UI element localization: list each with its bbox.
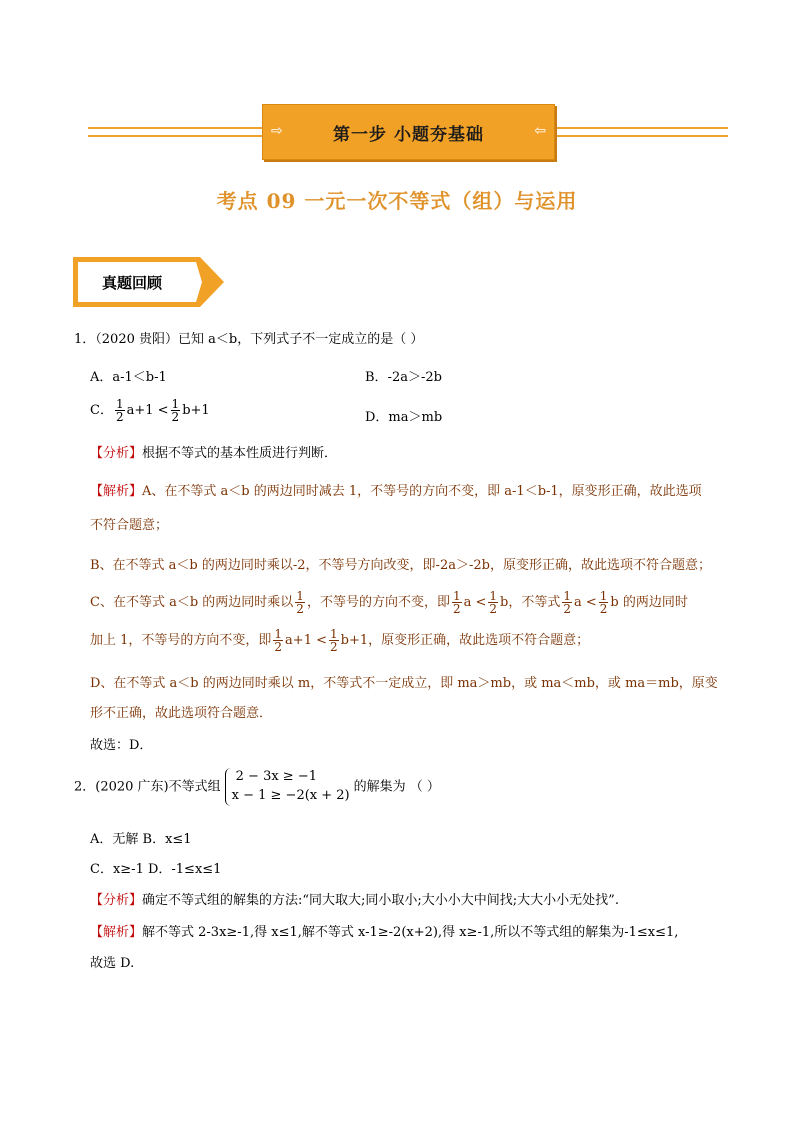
page-subtitle: 考点 09 一元一次不等式（组）与运用 (216, 189, 578, 213)
right-arrow-icon: ⇨ (271, 123, 283, 139)
q1-option-c: C． $\frac{1}{2}$ a+1 < $\frac{1}{2}$ b+1 (90, 397, 210, 424)
q1-solution-c1: C、在不等式 a＜b 的两边同时乘以 $\frac{1}{2}$ ，不等号的方向不变，即 $\frac{1}{2}$ a < $\frac{1}{2}$ b，不等式 $\frac{1}{2}$ a < $\frac{1}{2}$ b 的两边同时 (90, 589, 688, 616)
q1-solution-a: 【解析】A、在不等式 a＜b 的两边同时减去 1，不等号的方向不变，即 a-1＜b-1，原变形正确，故此选项 (90, 484, 702, 499)
q1-option-d: D．ma＞mb (365, 410, 443, 425)
q2-stem: 2．(2020 广东)不等式组 2 − 3x ≥ −1 x − 1 ≥ −2(x + 2) 的解集为 （ ） (74, 768, 440, 806)
q1-solution-b: B、在不等式 a＜b 的两边同时乘以-2，不等号方向改变，即-2a＞-2b，原变形正确，故此选项不符合题意； (90, 558, 711, 573)
step-banner (262, 104, 555, 160)
q1-option-a: A．a-1＜b-1 (90, 370, 167, 385)
left-arrow-icon: ⇦ (534, 123, 546, 139)
q1-answer: 故选：D． (90, 738, 153, 753)
q2-options-cd: C．x≥-1 D．-1≤x≤1 (90, 862, 222, 877)
q1-option-b: B．-2a＞-2b (365, 370, 442, 385)
q1-stem: 1．（2020 贵阳）已知 a＜b，下列式子不一定成立的是（ ） (74, 332, 424, 347)
step-title: 第一步 小题夯基础 (333, 125, 484, 145)
q1-solution-a2: 不符合题意； (90, 518, 169, 533)
q2-analysis: 【分析】确定不等式组的解集的方法:“同大取大;同小取小;大小小大中间找;大大小小无处找”. (90, 893, 619, 908)
q2-answer: 故选 D. (90, 956, 135, 971)
q1-solution-c2: 加上 1，不等号的方向不变，即 $\frac{1}{2}$ a+1 < $\frac{1}{2}$ b+1，原变形正确，故此选项不符合题意； (90, 627, 590, 654)
q2-options-ab: A．无解 B．x≤1 (90, 832, 192, 847)
q1-solution-d1: D、在不等式 a＜b 的两边同时乘以 m，不等式不一定成立，即 ma＞mb，或 ma＜mb，或 ma＝mb，原变 (90, 676, 718, 691)
inequality-system: 2 − 3x ≥ −1 x − 1 ≥ −2(x + 2) (225, 768, 350, 806)
section-tag (72, 256, 226, 308)
section-tag-label: 真题回顾 (102, 274, 163, 292)
q1-solution-d2: 形不正确，故此选项符合题意． (90, 706, 273, 721)
q1-analysis: 【分析】根据不等式的基本性质进行判断． (90, 446, 338, 461)
q2-solution: 【解析】解不等式 2-3x≥-1,得 x≤1,解不等式 x-1≥-2(x+2),得 x≥-1,所以不等式组的解集为-1≤x≤1, (90, 925, 679, 940)
